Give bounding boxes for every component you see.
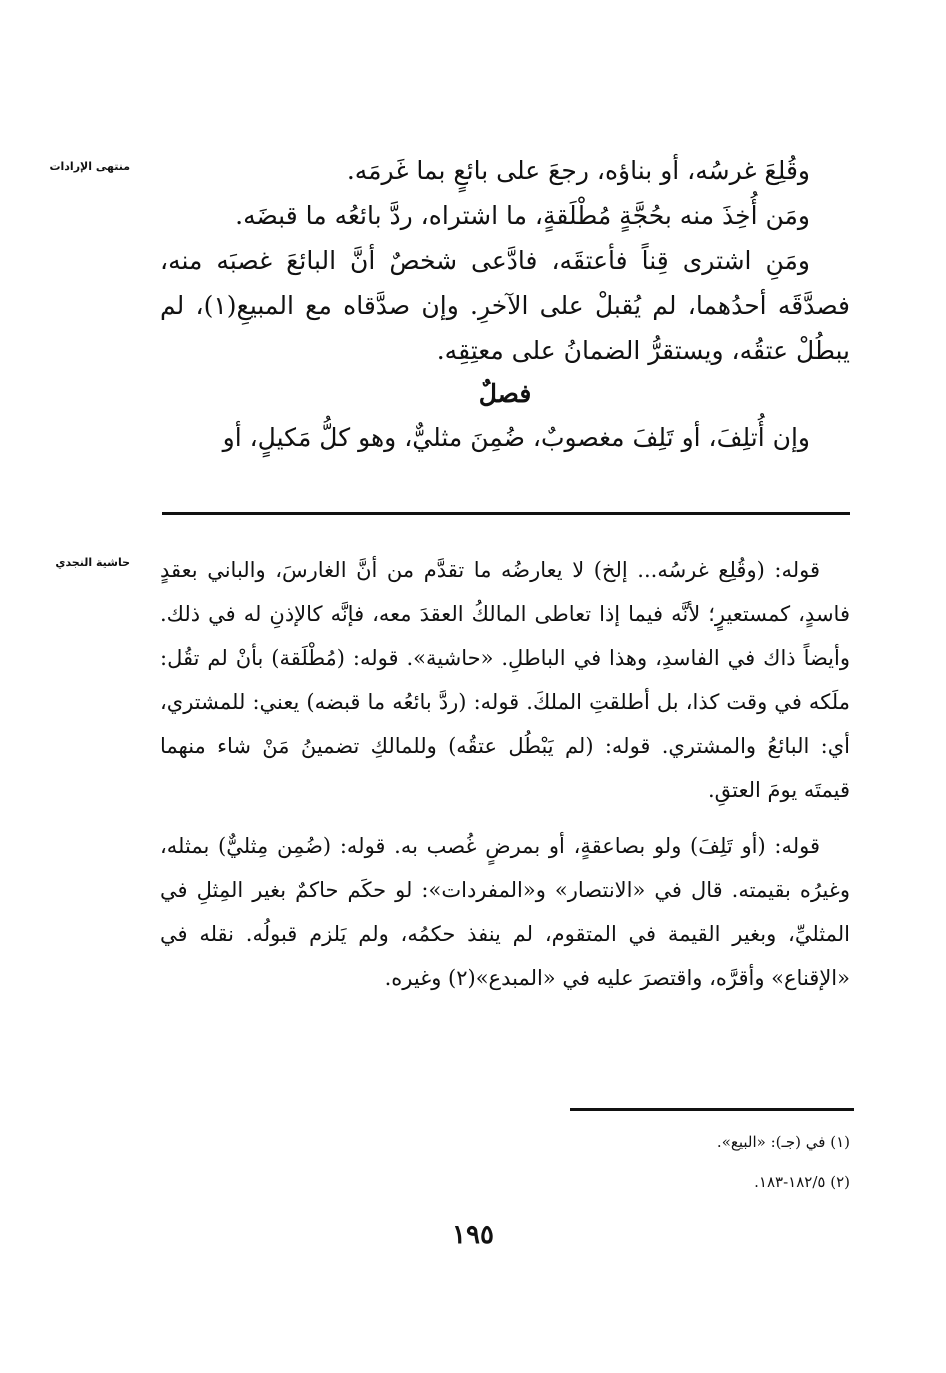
footnote: (١) في (جـ): «البيع». <box>716 1133 850 1151</box>
footnote-rule <box>570 1108 854 1111</box>
footnotes <box>500 1122 850 1202</box>
commentary-paragraph: قوله: (أو تَلِفَ) ولو بصاعقةٍ، أو بمرضٍ غُصب به. قوله: (ضُمِن مِثليٌّ) بمثله، وغيرُه بقيمته. قال في «الانتصار» و«المفردات»: لو حكَم حاكمٌ بغير المِثلِ في المثليِّ، وبغير القيمة في المتقوم، لم ينفذ حكمُه، ولم يَلزم قبولُه. نقله في «الإقناع» وأقرَّه، واقتصرَ عليه في «المبدع»(٢) وغيره. <box>160 834 850 990</box>
book-title-label: منتهى الإرادات <box>49 160 130 173</box>
commentary-title-label: حاشية النجدي <box>55 556 130 569</box>
matn-line: وإن أُتلِفَ، أو تَلِفَ مغصوبٌ، ضُمِنَ مثليٌّ، وهو كلُّ مَكيلٍ، أو <box>222 423 810 452</box>
footnote: (٢) ١٨٢/٥-١٨٣. <box>754 1173 850 1191</box>
separator-rule <box>162 512 850 515</box>
page-number: ١٩٥ <box>452 1220 494 1250</box>
commentary-paragraph: قوله: (وقُلِع غرسُه... إلخ) لا يعارضُه ما تقدَّم من أنَّ الغارسَ، والباني بعقدٍ فاسدٍ، كمستعيرٍ؛ لأنَّه فيما إذا تعاطى المالكُ العقدَ معه، فإنَّه كالإذنِ له في ذلك. وأيضاً ذاك في الفاسدِ، وهذا في الباطلِ. «حاشية». قوله: (مُطْلَقة) بأنْ لم تقُل: ملَكه في وقت كذا، بل أطلقتِ الملكَ. قوله: (ردَّ بائعُه ما قبضه) يعني: للمشتري، أي: البائعُ والمشتري. قوله: (لم يَبْطُل عتقُه) وللمالكِ تضمينُ مَنْ شاء منهما قيمتَه يومَ العتقِ. <box>160 558 850 802</box>
section-heading: فصلٌ <box>478 379 532 408</box>
main-text <box>160 148 850 460</box>
matn-line: وقُلِعَ غرسُه، أو بناؤه، رجعَ على بائعٍ بما غَرمَه. <box>346 156 810 185</box>
commentary-text <box>160 548 850 1000</box>
matn-line: ومَن أُخِذَ منه بحُجَّةٍ مُطْلَقةٍ، ما اشتراه، ردَّ بائعُه ما قبضَه. <box>235 201 810 230</box>
matn-line: ومَنِ اشترى قِناً فأعتقَه، فادَّعى شخصٌ أنَّ البائعَ غصبَه منه، فصدَّقَه أحدُهما، لم يُقبلْ على الآخرِ. وإن صدَّقاه مع المبيعِ(١)، لم يبطُلْ عتقُه، ويستقرُّ الضمانُ على معتِقِه. <box>160 246 850 365</box>
